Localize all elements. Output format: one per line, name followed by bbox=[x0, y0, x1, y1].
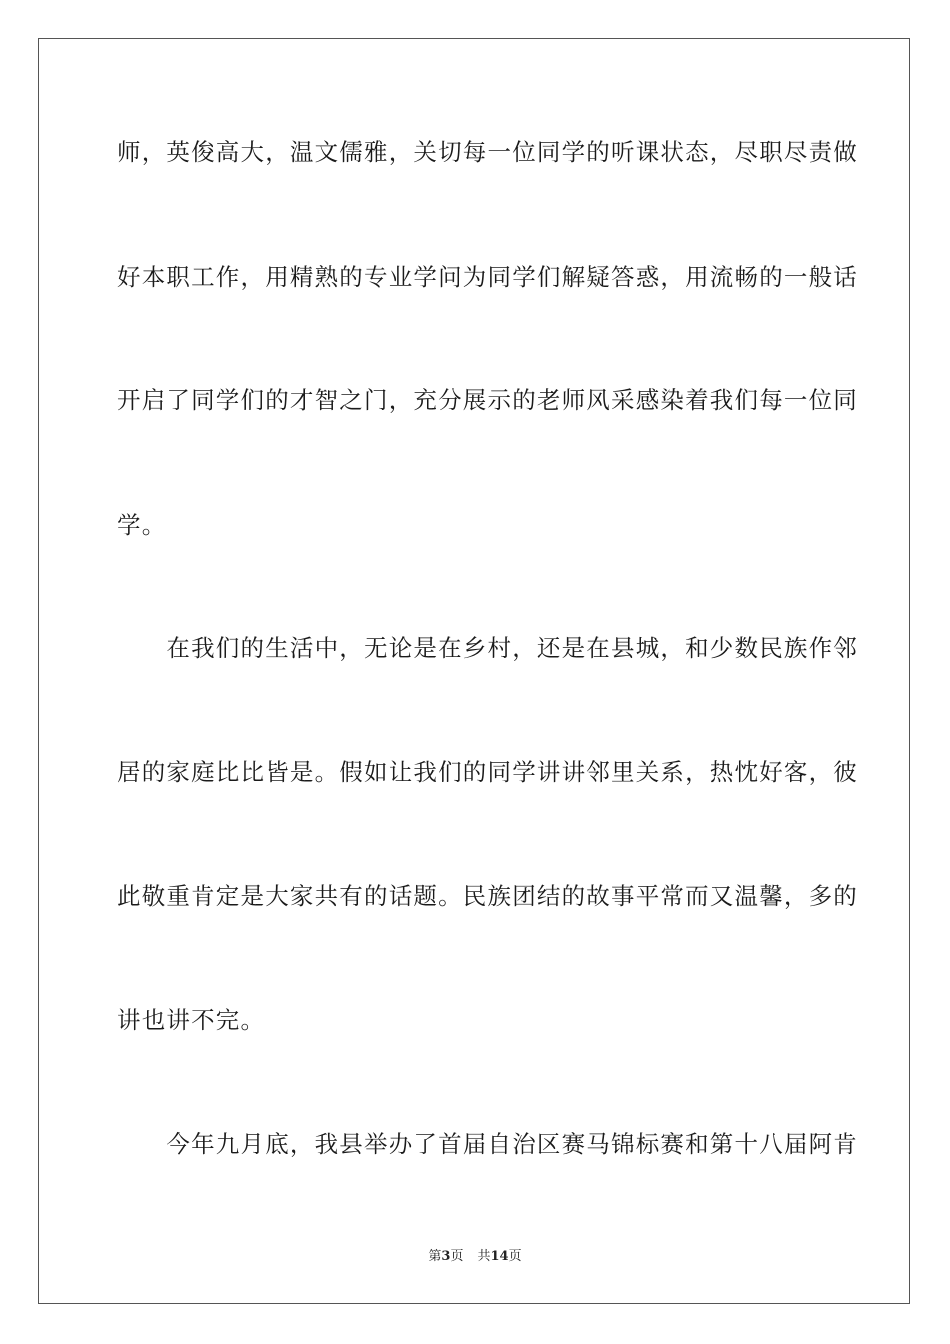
page-number-suffix: 页 bbox=[450, 1249, 464, 1264]
body-text-line: 在我们的生活中，无论是在乡村，还是在县城，和少数民族作邻 bbox=[117, 634, 858, 662]
body-text-line: 今年九月底，我县举办了首届自治区赛马锦标赛和第十八届阿肯 bbox=[117, 1130, 858, 1158]
body-text-line: 师，英俊高大，温文儒雅，关切每一位同学的听课状态，尽职尽责做 bbox=[117, 138, 858, 166]
page-number-prefix: 第 bbox=[428, 1249, 442, 1264]
body-text-line: 此敬重肯定是大家共有的话题。民族团结的故事平常而又温馨，多的 bbox=[117, 882, 858, 910]
total-pages: 14 bbox=[490, 1249, 509, 1264]
page-number: 3 bbox=[441, 1249, 451, 1264]
total-pages-prefix: 共 bbox=[477, 1249, 491, 1264]
body-text-line: 学。 bbox=[117, 511, 167, 539]
total-pages-suffix: 页 bbox=[508, 1249, 522, 1264]
page-footer bbox=[0, 1248, 950, 1266]
body-text-line: 居的家庭比比皆是。假如让我们的同学讲讲邻里关系，热忱好客，彼 bbox=[117, 758, 858, 786]
page-border bbox=[38, 38, 910, 1304]
body-text-line: 开启了同学们的才智之门，充分展示的老师风采感染着我们每一位同 bbox=[117, 386, 858, 414]
body-text-line: 好本职工作，用精熟的专业学问为同学们解疑答惑，用流畅的一般话 bbox=[117, 263, 858, 291]
body-text-line: 讲也讲不完。 bbox=[117, 1006, 266, 1034]
